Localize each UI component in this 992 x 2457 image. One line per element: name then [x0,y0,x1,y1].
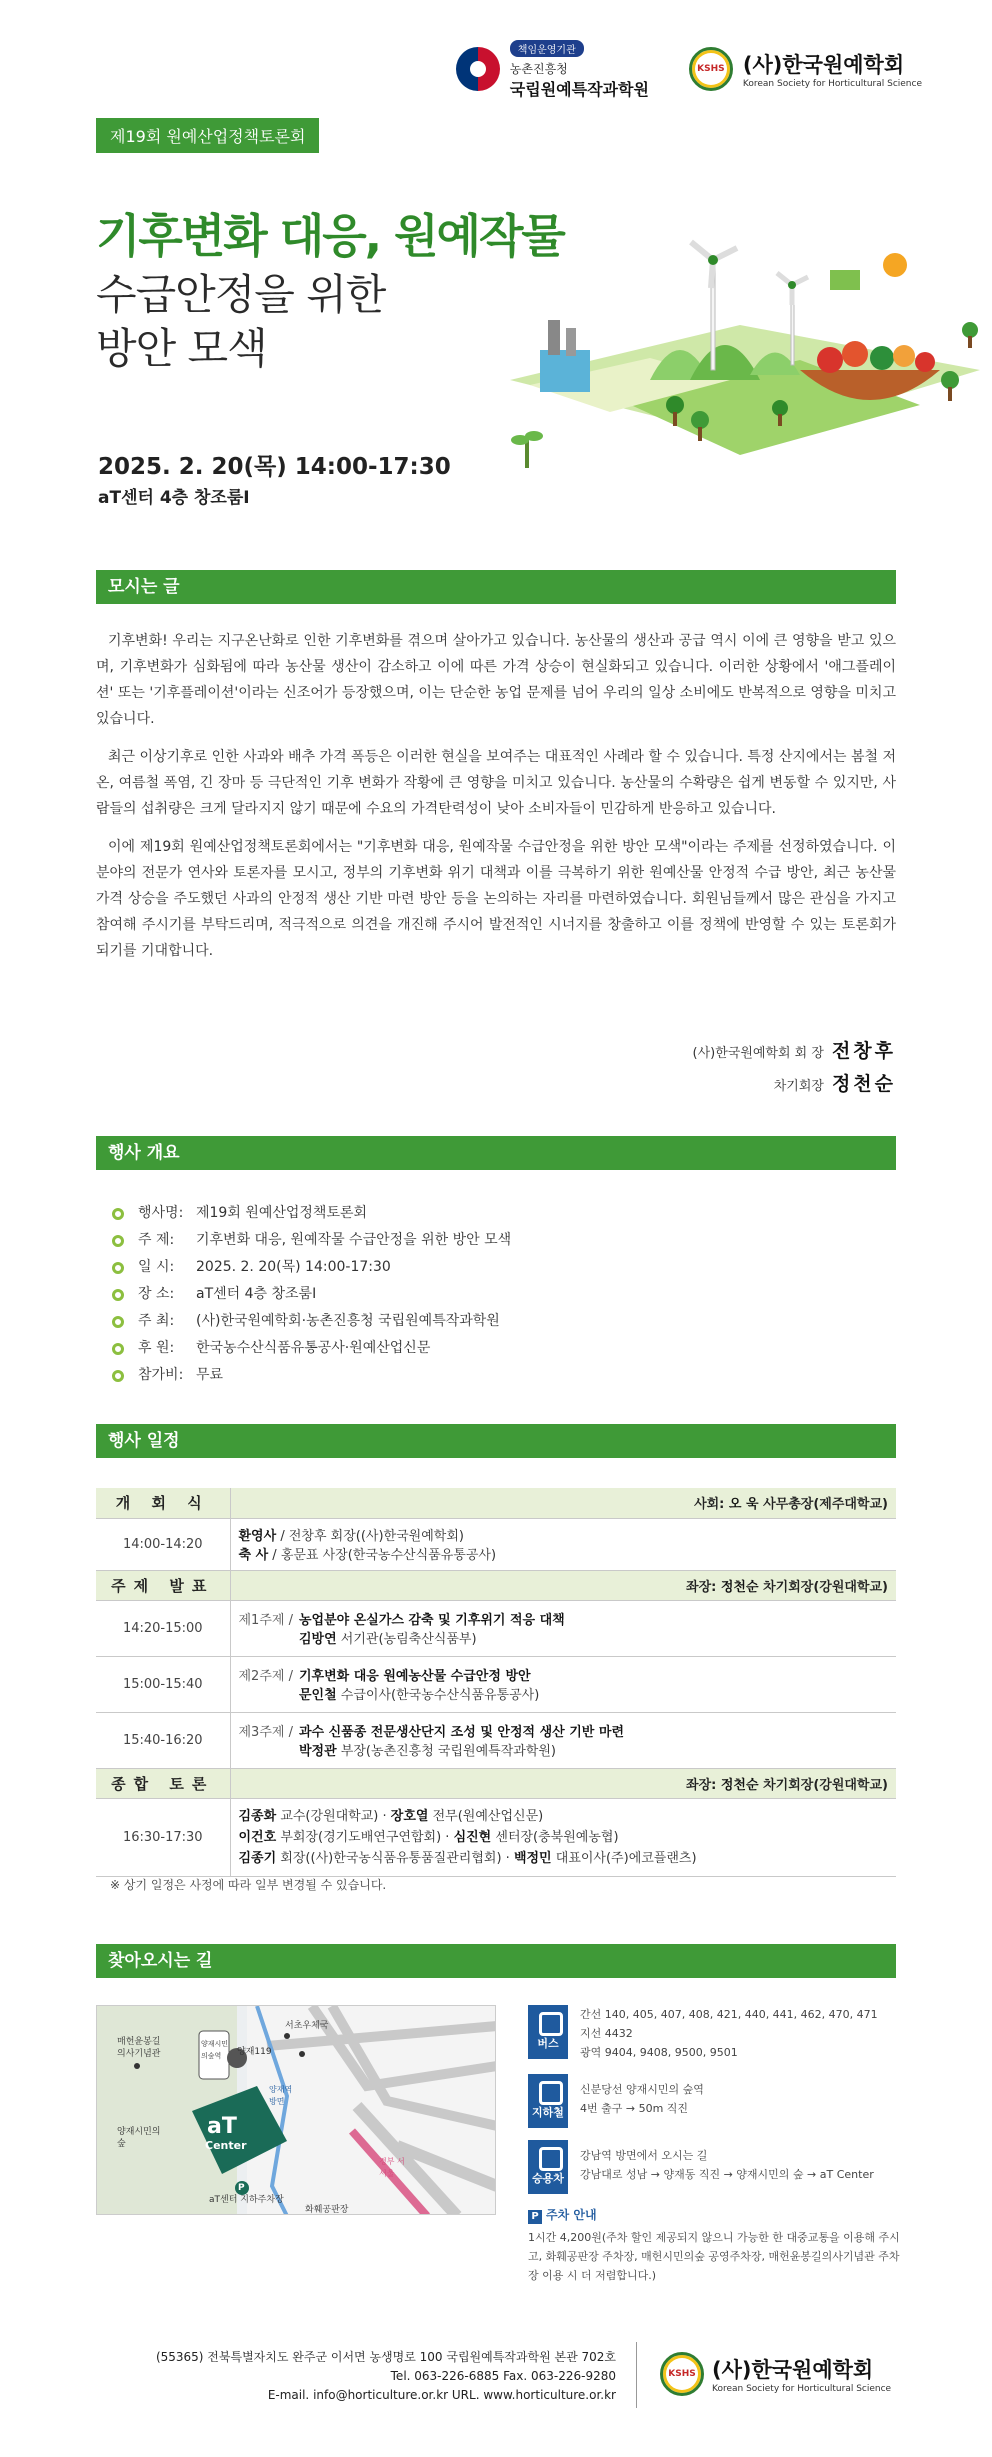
logo-sub: 농촌진흥청 [509,62,568,76]
schedule-head-panel: 종합 토론 좌장: 정천순 차기회장(강원대학교) [96,1768,896,1798]
bullet-icon [112,1208,124,1220]
footer-divider [636,2342,637,2408]
footer-contact [96,2348,616,2405]
sign2-role: 차기회장 [773,1079,824,1094]
car-icon: 승용차 [528,2140,568,2194]
subway-icon: 지하철 [528,2074,568,2128]
location-map [96,2005,496,2215]
sign1-name: 전창후 [831,1040,896,1062]
table-row: 15:40-16:20 제3주제 / 과수 신품종 전문생산단지 조성 및 안정적 생산 기반 마련 박정관 부장(농촌진흥청 국립원예특작과학원) [96,1712,896,1768]
overview-item: 주 제: 기후변화 대응, 원예작물 수급안정을 위한 방안 모색 [112,1227,511,1254]
overview-item: 장 소: aT센터 4층 창조룸Ⅰ [112,1281,511,1308]
kshs-emblem-icon: KSHS [660,2352,704,2396]
transit-info [528,2005,900,2285]
greeting-paragraph-2: 최근 이상기후로 인한 사과와 배추 가격 폭등은 이러한 현실을 보여주는 대표적인 사례라 할 수 있습니다. 특정 산지에서는 봄철 저온, 여름철 폭염, 긴 장마 등 극단적인 기후 변화가 작황에 큰 영향을 미치고 있습니다. 농산물의 수확량은 쉽게 변동할 수 있지만, 사람들의 섭취량은 크게 달라지지 않기 때문에 수요의 가격탄력성이 낮아 소비자들이 민감하게 반응하고 있습니다. [96,749,896,817]
event-tag: 제19회 원예산업정책토론회 [96,118,319,153]
header-logos [456,38,922,100]
map-label: 화훼공판장 [305,2205,349,2215]
title-line3: 방안 모색 [96,324,267,373]
title-line1: 기후변화 대응, 원예작물 [96,209,564,263]
bus-icon: 버스 [528,2005,568,2059]
transit-car: 승용차 강남역 방면에서 오시는 길 강남대로 성남 → 양재동 직진 → 양재시민의 숲 → aT Center [528,2140,900,2194]
overview-item: 후 원: 한국농수산식품유통공사·원예산업신문 [112,1335,511,1362]
greeting-paragraph-3: 이에 제19회 원예산업정책토론회에서는 "기후변화 대응, 원예작물 수급안정을 위한 방안 모색"이라는 주제를 선정하였습니다. 이 분야의 전문가 연사와 토론자를 모시고, 정부의 기후변화 위기 대책과 이를 극복하기 위한 원예산물 안정적 수급 방안, 최근 농산물 가격 상승을 주도했던 사과의 안정적 생산 기반 마련 방안 등을 논의하는 자리를 마련하였습니다. 회원님들께서 많은 관심을 가지고 참여해 주시기를 부탁드리며, 적극적으로 의견을 개진해 주시어 발전적인 시너지를 창출하고 이를 정책에 반영할 수 있는 토론회가 되기를 기대합니다. [96,839,896,959]
table-row: 14:20-15:00 제1주제 / 농업분야 온실가스 감축 및 기후위기 적응 대책 김방연 서기관(농림축산식품부) [96,1600,896,1656]
rda-logo [456,38,649,100]
section-bar-greeting: 모시는 글 [96,570,896,604]
map-label-highway: 경부 서서울 [379,2157,405,2178]
sign2-name: 정천순 [831,1073,896,1095]
parking-icon: P [238,2183,245,2193]
title-line2: 수급안정을 위한 [96,270,386,319]
table-row: 15:00-15:40 제2주제 / 기후변화 대응 원예농산물 수급안정 방안 문인철 수급이사(한국농수산식품유통공사) [96,1656,896,1712]
table-row: 16:30-17:30 김종화 교수(강원대학교) · 장호열 전무(원예산업신문) 이건호 부회장(경기도배연구연합회) · 심진현 센터장(충북원예농협) 김종기 회장((사)한국농식품유통품질관리협회) · 백정민 대표이사(주)에코플랜츠) [96,1798,896,1876]
bullet-icon [112,1235,124,1247]
bullet-icon [112,1316,124,1328]
greeting-signature [693,1036,897,1102]
map-label: 매헌윤봉길 의사기념관 [117,2037,161,2059]
overview-item: 참가비: 무료 [112,1362,511,1389]
event-datetime: 2025. 2. 20(목) 14:00-17:30 [98,454,451,480]
overview-item: 행사명: 제19회 원예산업정책토론회 [112,1200,511,1227]
schedule-head-opening: 개 회 식 사회: 오 욱 사무총장(제주대학교) [96,1488,896,1518]
bullet-icon [112,1289,124,1301]
map-label-direction: 양재역 방면 [269,2085,293,2106]
kshs-logo [689,47,922,91]
overview-list [112,1200,511,1389]
bullet-icon [112,1370,124,1382]
sign1-role: (사)한국원예학회 회 장 [692,1046,824,1061]
kshs-emblem-icon: KSHS [689,47,733,91]
footer-phone: Tel. 063-226-6885 Fax. 063-226-9280 [390,2369,616,2383]
bullet-icon [112,1262,124,1274]
schedule-head-talks: 주제 발표 좌장: 정천순 차기회장(강원대학교) [96,1570,896,1600]
footer-address: (55365) 전북특별자치도 완주군 이서면 농생명로 100 국립원예특작과학원 본관 702호 [155,2350,616,2364]
map-label: 양재시민의 숲 [117,2127,161,2149]
overview-item: 주 최: (사)한국원예학회·농촌진흥청 국립원예특작과학원 [112,1308,511,1335]
map-center-name: aT [207,2114,237,2139]
map-label: aT센터 지하주차장 [209,2195,284,2205]
footer-web: E-mail. info@horticulture.or.kr URL. www.horticulture.or.kr [267,2388,616,2402]
greeting-paragraph-1: 기후변화! 우리는 지구온난화로 인한 기후변화를 겪으며 살아가고 있습니다. 농산물의 생산과 공급 역시 이에 큰 영향을 받고 있으며, 기후변화가 심화됨에 따라 농산물 생산이 감소하고 이에 따른 가격 상승이 현실화되고 있습니다. 이러한 상황에서 '애그플레이션' 또는 '기후플레이션'이라는 신조어가 등장했으며, 이는 단순한 농업 문제를 넘어 우리의 일상 소비에도 반복적으로 영향을 미치고 있습니다. [96,633,896,727]
section-bar-overview: 행사 개요 [96,1136,896,1170]
parking-icon: P [528,2210,542,2224]
greeting-body [96,628,896,976]
map-label: 서초우체국 [285,2021,329,2031]
map-label-station: 양재시민의숲역 [201,2040,229,2060]
korea-government-icon [456,47,500,91]
map-label: 양재119 [237,2047,272,2057]
schedule-note: ※ 상기 일정은 사정에 따라 일부 변경될 수 있습니다. [110,1878,387,1892]
schedule-table [96,1488,896,1877]
bullet-icon [112,1343,124,1355]
section-bar-schedule: 행사 일정 [96,1424,896,1458]
table-row: 14:00-14:20 환영사 / 전창후 회장((사)한국원예학회) 축 사 / 홍문표 사장(한국농수산식품유통공사) [96,1518,896,1570]
overview-item: 일 시: 2025. 2. 20(목) 14:00-17:30 [112,1254,511,1281]
farm-illustration [500,230,992,470]
map-center-sub: Center [205,2139,247,2152]
kshs-name: (사)한국원예학회 [742,53,905,77]
logo-tag: 책임운영기관 [510,40,584,57]
parking-info: P 주차 안내 1시간 4,200원(주차 할인 제공되지 않으니 가능한 한 대중교통을 이용해 주시고, 화훼공판장 주차장, 매헌시민의숲 공영주차장, 매헌윤봉길의사기념관 주차장 이용 시 더 저렴합니다.) [528,2208,900,2282]
footer-logo: KSHS (사)한국원예학회 Korean Society for Horticultural Science [660,2352,891,2396]
transit-bus: 버스 간선 140, 405, 407, 408, 421, 440, 441, 462, 470, 471 지선 4432 광역 9404, 9408, 9500, 9501 [528,2005,900,2062]
title-line2-3 [96,268,385,376]
logo-main: 국립원예특작과학원 [509,80,649,99]
section-bar-directions: 찾아오시는 길 [96,1944,896,1978]
kshs-english: Korean Society for Horticultural Science [742,79,922,89]
transit-subway: 지하철 신분당선 양재시민의 숲역 4번 출구 → 50m 직진 [528,2074,900,2128]
event-venue: aT센터 4층 창조룸Ⅰ [98,488,250,508]
